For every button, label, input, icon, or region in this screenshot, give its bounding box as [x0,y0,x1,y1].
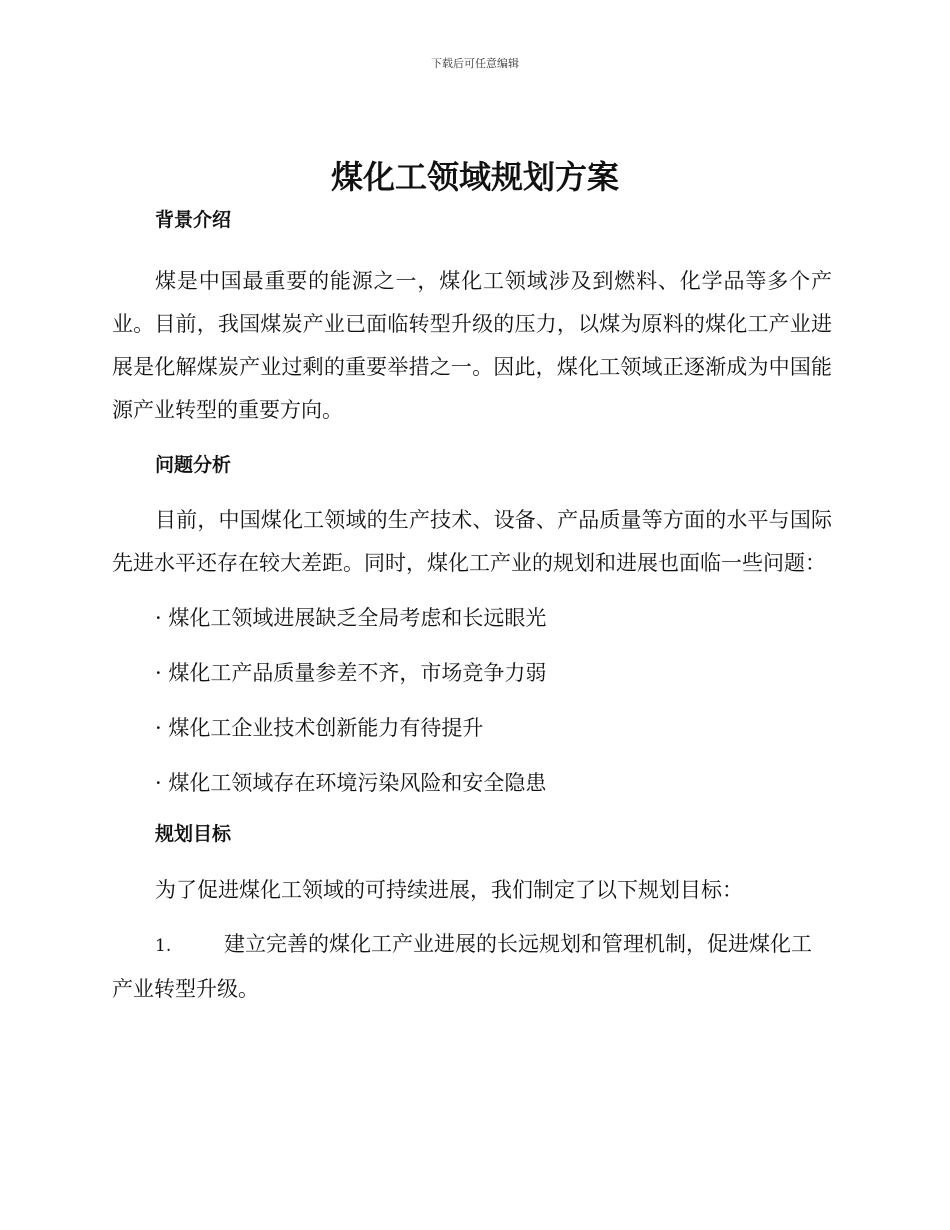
section-heading-problems: 问题分析 [155,454,232,476]
section-heading-background: 背景介绍 [155,209,232,231]
section-heading-goals: 规划目标 [155,823,232,845]
paragraph-problems: 目前，中国煤化工领域的生产技术、设备、产品质量等方面的水平与国际先进水平还存在较大差距。同时，煤化工产业的规划和进展也面临一些问题： [112,508,832,575]
header-note: 下载后可任意编辑 [431,57,519,70]
item-number: 1. [155,936,172,956]
list-item: · 煤化工领域存在环境污染风险和安全隐患 [155,771,547,795]
list-item: · 煤化工领域进展缺乏全局考虑和长远眼光 [155,606,547,630]
paragraph-background: 煤是中国最重要的能源之一，煤化工领域涉及到燃料、化学品等多个产业。目前，我国煤炭产业已面临转型升级的压力，以煤为原料的煤化工产业进展是化解煤炭产业过剩的重要举措之一。因此，煤化工领域正逐渐成为中国能源产业转型的重要方向。 [112,269,832,422]
item-text: 建立完善的煤化工产业进展的长远规划和管理机制，促进煤化工产业转型升级。 [112,932,812,1001]
numbered-item [112,923,832,1011]
list-item: · 煤化工产品质量参差不齐，市场竞争力弱 [155,661,547,685]
section-problems [112,450,832,805]
document-title: 煤化工领域规划方案 [330,158,619,196]
list-item: · 煤化工企业技术创新能力有待提升 [155,716,484,740]
section-goals [112,819,832,1011]
paragraph-goals: 为了促进煤化工领域的可持续进展，我们制定了以下规划目标： [155,878,743,902]
document-body [112,200,832,1011]
section-background [112,205,832,432]
problem-list [112,597,832,805]
